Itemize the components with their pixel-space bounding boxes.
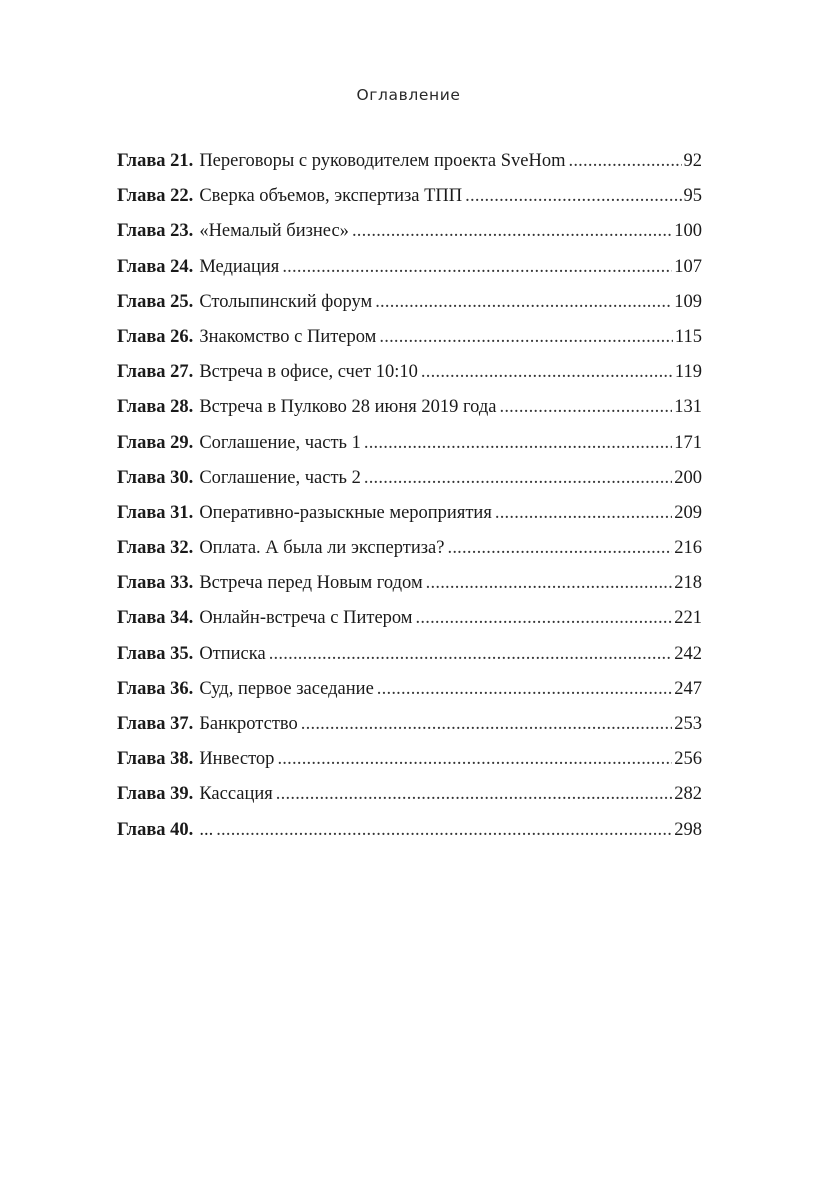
toc-entry xyxy=(117,320,702,355)
chapter-title: Соглашение, часть 2 xyxy=(199,467,361,488)
toc-entry xyxy=(117,214,702,249)
page-number: 107 xyxy=(674,256,702,277)
toc-entry xyxy=(117,637,702,672)
dot-leader xyxy=(282,250,672,285)
dot-leader xyxy=(421,355,673,390)
dot-leader xyxy=(352,214,672,249)
chapter-number: Глава 32. xyxy=(117,538,194,559)
chapter-title: «Немалый бизнес» xyxy=(199,221,349,242)
chapter-title: ... xyxy=(199,819,214,840)
chapter-title: Сверка объемов, экспертиза ТПП xyxy=(199,186,463,207)
chapter-number: Глава 25. xyxy=(117,291,194,312)
chapter-number: Глава 23. xyxy=(117,221,194,242)
dot-leader xyxy=(447,531,672,566)
page-number: 92 xyxy=(683,151,702,171)
page-number: 115 xyxy=(674,326,702,347)
toc-entry xyxy=(117,566,702,601)
dot-leader xyxy=(499,390,672,425)
page-number: 119 xyxy=(674,362,702,383)
chapter-number: Глава 24. xyxy=(117,256,194,277)
toc-entry xyxy=(117,813,702,848)
chapter-number: Глава 21. xyxy=(117,151,194,171)
toc-entry xyxy=(117,426,702,461)
toc-entry xyxy=(117,461,702,496)
chapter-title: Соглашение, часть 1 xyxy=(199,432,361,453)
page-number: 242 xyxy=(674,643,702,664)
toc-entry xyxy=(117,285,702,320)
chapter-title: Встреча в Пулково 28 июня 2019 года xyxy=(199,397,497,418)
chapter-title: Онлайн-встреча с Питером xyxy=(199,608,413,629)
chapter-title: Оперативно-разыскные мероприятия xyxy=(199,502,492,523)
chapter-number: Глава 37. xyxy=(117,714,194,734)
toc-entry xyxy=(117,390,702,425)
chapter-title: Оплата. А была ли экспертиза? xyxy=(199,538,445,559)
dot-leader xyxy=(216,813,672,848)
toc-entry xyxy=(117,672,702,707)
page-number: 253 xyxy=(674,714,702,734)
dot-leader xyxy=(426,566,673,601)
chapter-number: Глава 40. xyxy=(117,819,194,840)
page-title: Оглавление xyxy=(356,86,461,104)
chapter-title: Столыпинский форум xyxy=(199,291,373,312)
page-number: 100 xyxy=(674,221,702,242)
dot-leader xyxy=(364,426,672,461)
page-number: 209 xyxy=(674,502,702,523)
chapter-number: Глава 22. xyxy=(117,186,194,207)
page-number: 95 xyxy=(683,186,702,207)
page-number: 218 xyxy=(674,573,702,594)
page-number: 109 xyxy=(674,291,702,312)
page-number: 282 xyxy=(674,784,702,805)
page-number: 298 xyxy=(674,819,702,840)
dot-leader xyxy=(269,637,673,672)
chapter-number: Глава 39. xyxy=(117,784,194,805)
chapter-number: Глава 28. xyxy=(117,397,194,418)
chapter-number: Глава 36. xyxy=(117,678,194,699)
dot-leader xyxy=(377,672,672,707)
dot-leader xyxy=(416,601,673,636)
page-number: 216 xyxy=(674,538,702,559)
chapter-title: Знакомство с Питером xyxy=(199,326,377,347)
toc-entry xyxy=(117,179,702,214)
chapter-title: Отписка xyxy=(199,643,266,664)
dot-leader xyxy=(465,179,681,214)
page-number: 171 xyxy=(674,432,702,453)
chapter-number: Глава 29. xyxy=(117,432,194,453)
chapter-number: Глава 34. xyxy=(117,608,194,629)
chapter-title: Встреча в офисе, счет 10:10 xyxy=(199,362,418,383)
dot-leader xyxy=(364,461,672,496)
chapter-title: Банкротство xyxy=(199,714,298,734)
dot-leader xyxy=(495,496,672,531)
page-number: 247 xyxy=(674,678,702,699)
dot-leader xyxy=(568,144,681,179)
chapter-title: Встреча перед Новым годом xyxy=(199,573,423,594)
toc-entry xyxy=(117,250,702,285)
toc-entry xyxy=(117,707,702,742)
chapter-number: Глава 38. xyxy=(117,749,194,770)
chapter-number: Глава 30. xyxy=(117,467,194,488)
toc-entry xyxy=(117,355,702,390)
toc-entry xyxy=(117,144,702,179)
chapter-number: Глава 26. xyxy=(117,326,194,347)
chapter-title: Инвестор xyxy=(199,749,275,770)
page-number: 200 xyxy=(674,467,702,488)
dot-leader xyxy=(379,320,673,355)
toc-entry xyxy=(117,601,702,636)
chapter-number: Глава 33. xyxy=(117,573,194,594)
dot-leader xyxy=(301,707,672,742)
chapter-title: Суд, первое заседание xyxy=(199,678,374,699)
chapter-title: Кассация xyxy=(199,784,273,805)
chapter-title: Медиация xyxy=(199,256,280,277)
page-number: 221 xyxy=(674,608,702,629)
chapter-number: Глава 35. xyxy=(117,643,194,664)
toc-entry xyxy=(117,742,702,777)
dot-leader xyxy=(277,742,672,777)
chapter-title: Переговоры с руководителем проекта SveHom xyxy=(199,151,566,171)
toc-entry xyxy=(117,531,702,566)
page-number: 131 xyxy=(674,397,702,418)
dot-leader xyxy=(375,285,672,320)
toc-entry xyxy=(117,496,702,531)
page-number: 256 xyxy=(674,749,702,770)
dot-leader xyxy=(276,777,672,812)
toc-entry xyxy=(117,777,702,812)
chapter-number: Глава 27. xyxy=(117,362,194,383)
chapter-number: Глава 31. xyxy=(117,502,194,523)
table-of-contents xyxy=(117,144,702,848)
